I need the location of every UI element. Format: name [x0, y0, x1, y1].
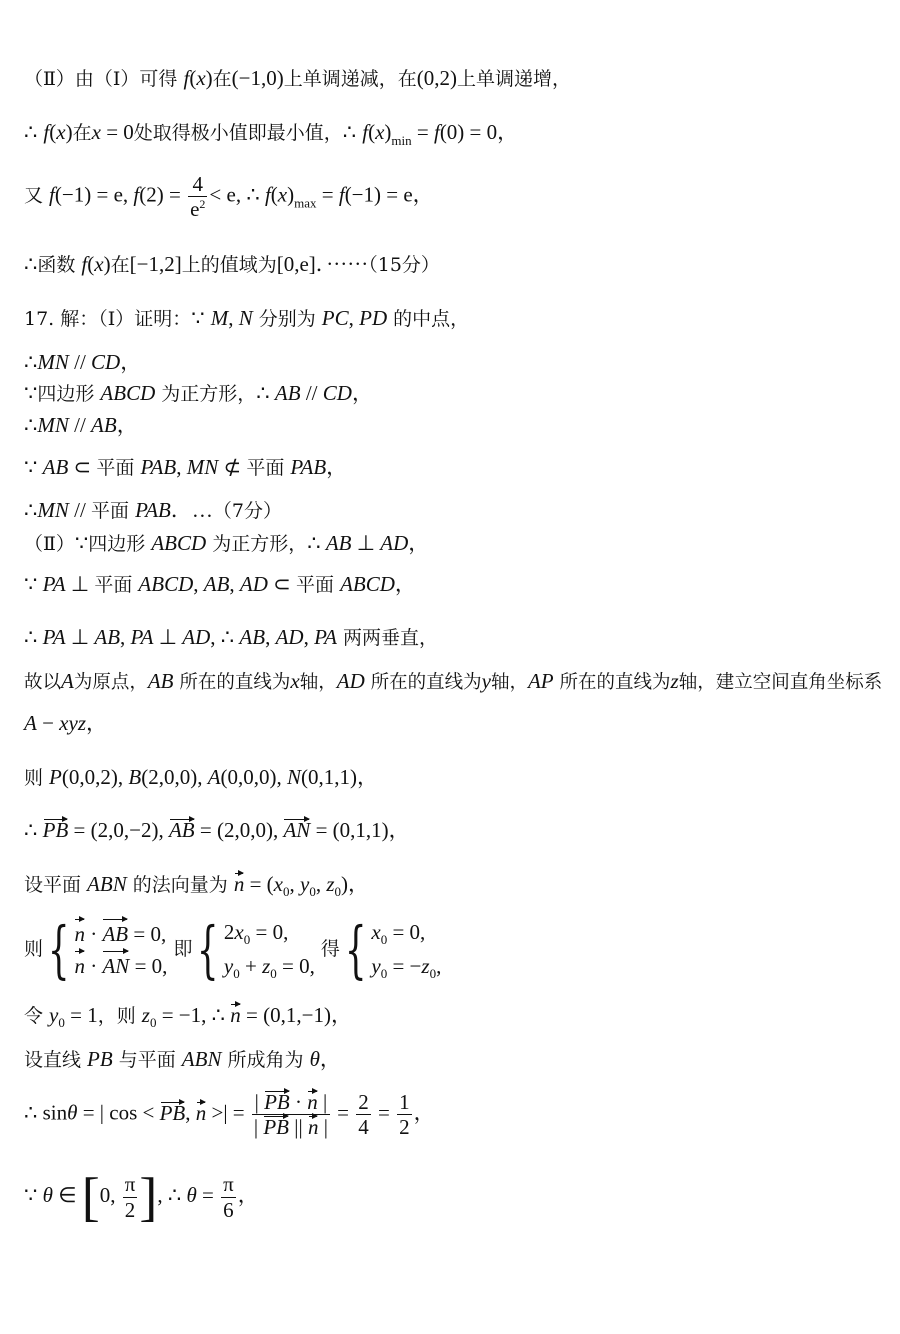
text-line-19: 则 { n · AB = 0, n · AN = 0, 即 { $2x_0 = 0$, $y_0 + z_0 = 0$, 得 { $x_0 = 0$, $y_0 = -z_0$,	[24, 913, 442, 987]
text-line-6: ∴MN // CD，	[24, 350, 142, 374]
text-line-14: 故以A为原点，AB 所在的直线为x轴，AD 所在的直线为y轴，AP 所在的直线为z轴，建立空间直角坐标系	[24, 669, 883, 693]
text-line-20: 令 $y_0 = 1$，则 $z_0 = -1$, ∴ n = (0,1,−1)，	[24, 1003, 352, 1030]
text-line-5: 17. 解：（I）证明：∵ M, N 分别为 PC, PD 的中点，	[24, 306, 470, 330]
text-line-21: 设直线 PB 与平面 ABN 所成角为 θ，	[24, 1047, 341, 1071]
text-line-2: ∴ f(x)在x = 0处取得极小值即最小值，∴ $f(x)_{min} = f(0) = 0$，	[24, 120, 519, 148]
text-line-1: （Ⅱ）由（I）可得 f(x)在(−1,0)上单调递减，在(0,2)上单调递增，	[24, 66, 572, 90]
text-line-18: 设平面 ABN 的法向量为 $n = (x_0$, $y_0$, $z_0$)，	[24, 872, 369, 899]
text-line-9: ∵ AB ⊂ 平面 PAB, MN ⊄ 平面 PAB，	[24, 455, 348, 479]
text-line-12: ∵ PA ⊥ 平面 ABCD, AB, AD ⊂ 平面 ABCD，	[24, 572, 416, 596]
text-line-7: ∵四边形 ABCD 为正方形，∴ AB // CD，	[24, 381, 373, 405]
text-line-13: ∴ PA ⊥ AB, PA ⊥ AD, ∴ AB, AD, PA 两两垂直，	[24, 625, 439, 649]
text-line-11: （Ⅱ）∵四边形 ABCD 为正方形，∴ AB ⊥ AD，	[24, 531, 430, 555]
text-line-4: ∴函数 f(x)在[−1,2]上的值域为[0,e]．······（15分）	[24, 252, 440, 276]
text-line-22: ∴ sinθ = | cos < PB, n >| = $\frac{| PB \cdot n |}{| PB || n |}$ = $\frac{2}{4}$ = $\frac{1}{2}$ ，	[24, 1090, 435, 1140]
text-line-10: ∴MN // 平面 PAB．…（7分）	[24, 498, 282, 522]
text-line-16: 则 P(0,0,2), B(2,0,0), A(0,0,0), N(0,1,1)，	[24, 765, 379, 789]
text-line-3: 又 f(−1) = e, f(2) = $\frac{4}{e^2}$ < e, ∴ $f(x)_{max} = f(-1) = e$，	[24, 172, 434, 222]
text-line-23: ∵ θ ∈ [0, $\frac{\pi}{2}$ ], ∴ θ = $\frac{\pi}{6}$ ，	[24, 1167, 259, 1227]
text-line-15: A − xyz，	[24, 711, 107, 735]
text-line-8: ∴MN // AB，	[24, 413, 138, 437]
text-line-17: ∴ PB = (2,0,−2), AB = (2,0,0), AN = (0,1,1)，	[24, 818, 410, 842]
